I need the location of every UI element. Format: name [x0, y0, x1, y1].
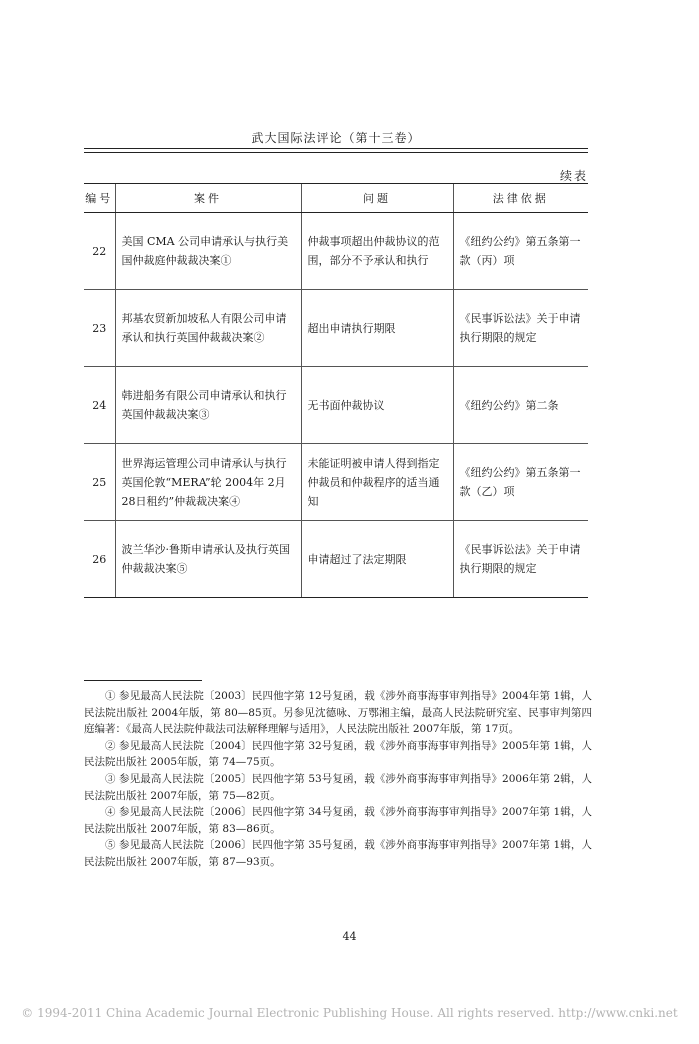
footnote: ④ 参见最高人民法院〔2006〕民四他字第 34号复函，载《涉外商事海事审判指导》2007年第 1辑，人民法院出版社 2007年版，第 83—86页。: [84, 806, 592, 835]
case-issue: 无书面仲裁协议: [301, 367, 453, 444]
table-header-row: [84, 184, 588, 213]
case-issue: 仲裁事项超出仲裁协议的范围，部分不予承认和执行: [301, 213, 453, 290]
case-issue: 申请超过了法定期限: [301, 521, 453, 598]
footnote-separator: [84, 680, 202, 681]
case-number: 24: [84, 367, 115, 444]
table-row: [84, 367, 588, 444]
header-legal-basis: 法律依据: [453, 184, 588, 213]
header-number: 编号: [84, 184, 115, 213]
footnote: ⑤ 参见最高人民法院〔2006〕民四他字第 35号复函，载《涉外商事海事审判指导》2007年第 1辑，人民法院出版社 2007年版，第 87—93页。: [84, 839, 592, 868]
header-rule-top: [84, 148, 588, 149]
copyright-notice: © 1994-2011 China Academic Journal Electronic Publishing House. All rights reserved. http://www.cnki.net: [21, 1006, 678, 1020]
case-legal-basis: 《纽约公约》第二条: [453, 367, 588, 444]
case-name: 美国 CMA 公司申请承认与执行美国仲裁庭仲裁裁决案①: [115, 213, 301, 290]
table-row: [84, 290, 588, 367]
case-legal-basis: 《纽约公约》第五条第一款（丙）项: [453, 213, 588, 290]
header-rule-bottom: [84, 152, 588, 153]
table-row: [84, 213, 588, 290]
case-legal-basis: 《民事诉讼法》关于申请执行期限的规定: [453, 521, 588, 598]
page-number: 44: [342, 930, 357, 943]
case-number: 23: [84, 290, 115, 367]
case-legal-basis: 《民事诉讼法》关于申请执行期限的规定: [453, 290, 588, 367]
footnote: ② 参见最高人民法院〔2004〕民四他字第 32号复函，载《涉外商事海事审判指导》2005年第 1辑，人民法院出版社 2005年版，第 74—75页。: [84, 739, 592, 769]
arbitration-cases-table: [84, 183, 588, 598]
case-name: 波兰华沙·鲁斯申请承认及执行英国仲裁裁决案⑤: [115, 521, 301, 598]
table-row: [84, 521, 588, 598]
case-number: 25: [84, 444, 115, 521]
case-name: 韩进船务有限公司申请承认和执行英国仲裁裁决案③: [115, 367, 301, 444]
footnote: ③ 参见最高人民法院〔2005〕民四他字第 53号复函，载《涉外商事海事审判指导》2006年第 2辑，人民法院出版社 2007年版，第 75—82页。: [84, 772, 592, 802]
case-legal-basis: 《纽约公约》第五条第一款（乙）项: [453, 444, 588, 521]
case-number: 22: [84, 213, 115, 290]
footnotes: [84, 688, 592, 871]
running-head: 武大国际法评论（第十三卷）: [251, 131, 421, 145]
case-name: 邦基农贸新加坡私人有限公司申请承认和执行英国仲裁裁决案②: [115, 290, 301, 367]
footnote: ① 参见最高人民法院〔2003〕民四他字第 12号复函，载《涉外商事海事审判指导》2004年第 1辑，人民法院出版社 2004年版，第 80—85页。另参见沈德咏、万鄂湘主编，最高人民法院研究室、民事审判第四庭编著：《最高人民法院仲裁法司法解释理解与适用》，人民法院出版社 2007年版，第 17页。: [84, 690, 592, 736]
case-issue: 未能证明被申请人得到指定仲裁员和仲裁程序的适当通知: [301, 444, 453, 521]
case-issue: 超出申请执行期限: [301, 290, 453, 367]
case-name: 世界海运管理公司申请承认与执行英国伦敦“MERA”轮 2004年 2月 28日租约”仲裁裁决案④: [115, 444, 301, 521]
header-issue: 问题: [301, 184, 453, 213]
continued-table-label: 续表: [559, 169, 588, 183]
header-case: 案件: [115, 184, 301, 213]
case-number: 26: [84, 521, 115, 598]
table-row: [84, 444, 588, 521]
